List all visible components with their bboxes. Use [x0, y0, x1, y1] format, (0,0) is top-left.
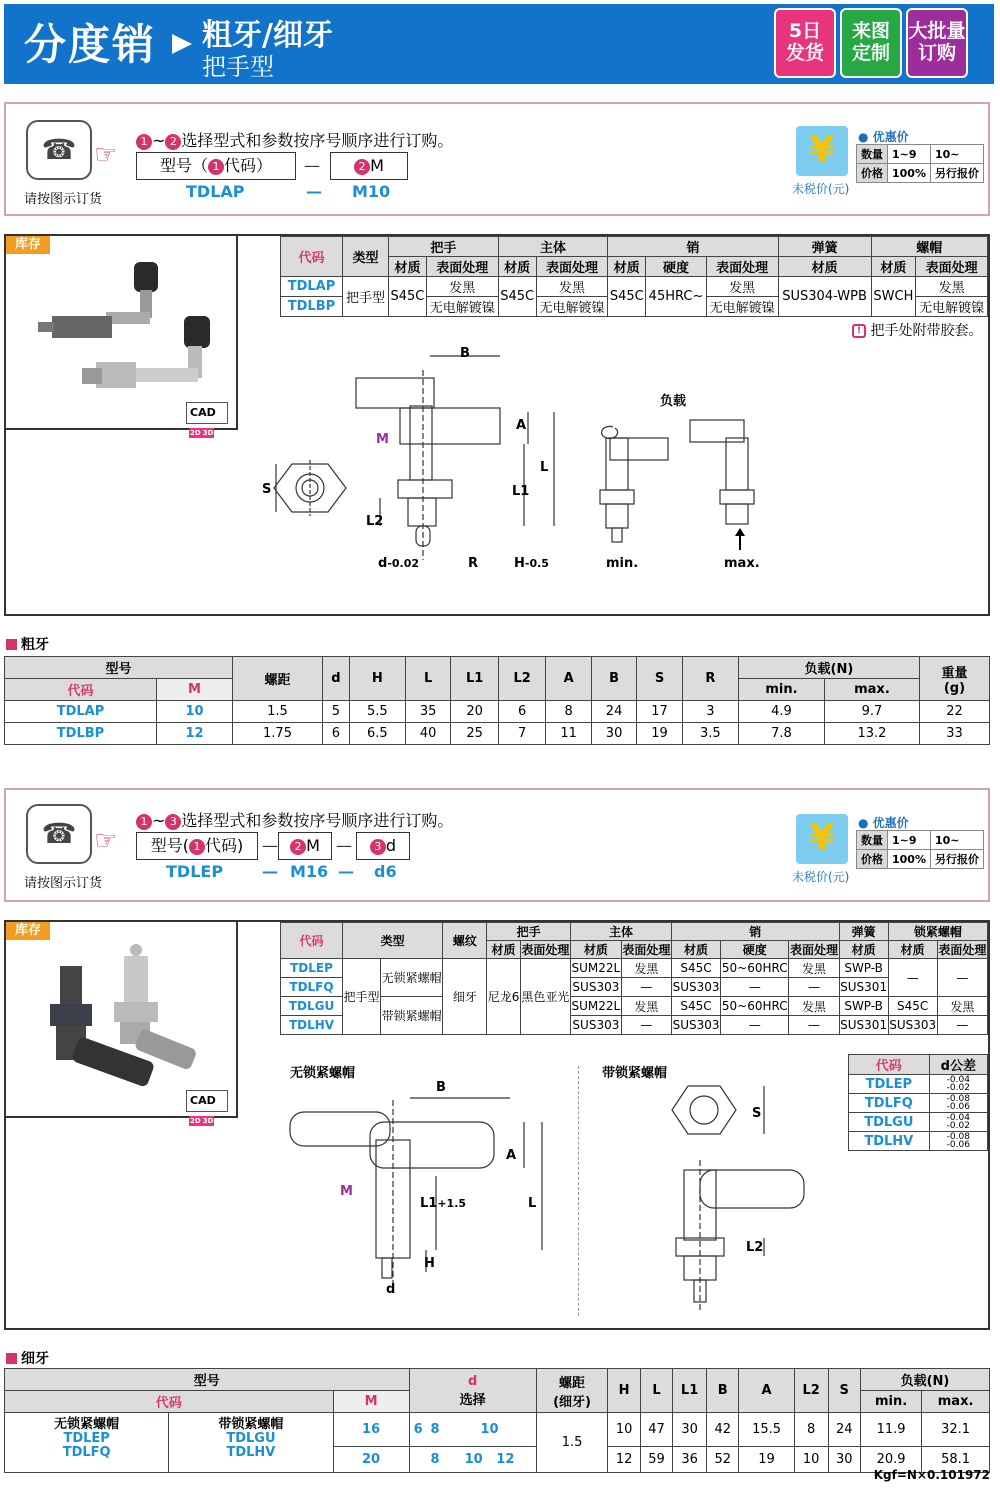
order-example-code: TDLEP: [166, 862, 224, 881]
discount-title: ● 优惠价: [858, 816, 909, 830]
price-label: 未税价(元): [792, 870, 850, 884]
order-field-code: 型号( 1 代码): [136, 832, 258, 860]
dim-label-l1: L1+1.5: [420, 1196, 467, 1211]
product-photo-box: [6, 922, 238, 1125]
pitch-header: 螺距 (细牙): [536, 1369, 608, 1413]
dim-label-m: M: [340, 1184, 353, 1199]
info-icon: !: [852, 324, 866, 338]
order-example-code: TDLAP: [186, 182, 245, 201]
product-photo-box: [6, 236, 238, 437]
pointing-hand-icon: ☞: [94, 140, 118, 170]
order-field-m: 2 M: [330, 152, 408, 180]
dim-label-r: R: [468, 556, 479, 571]
section-coarse-title: 粗牙: [6, 634, 49, 654]
dimension-table-fine: 型号 d 选择 螺距 (细牙) H L L1 B A L2 S 负载(N) 代码 M min. max. 无锁紧螺帽 带锁紧螺帽 16 6 8 10 1.5 10 47 30 42 15.5 8 24 11.9 32.1 TDLEP TDLGU TDLFQ TDLHV 20 8 10 12 12 59 36 52 19 10 30 20.9 58.1: [4, 1368, 990, 1473]
product-photo-coarse: [26, 256, 226, 416]
dim-label-l: L: [540, 460, 549, 475]
dimension-table-coarse: 型号 螺距 d H L L1 L2 A B S R 负载(N) 重量 (g) 代码 M min. max. TDLAP 10 1.5 5 5.5 35 20 6 8 24 17 3 4.9 9.7 22 TDLBP 12 1.75 6 6.5 40 25 7 11 30 19 3.5 7.8 13.2 33: [4, 656, 990, 745]
order-instruction: 1 ~ 3 选择型式和参数按序号顺序进行订购。: [136, 808, 453, 831]
badge-bulk-order: 大批量 订购: [906, 8, 968, 78]
dim-label-l: L: [528, 1196, 537, 1211]
dim-label-l1: L1: [512, 484, 530, 499]
dim-label-s: S: [752, 1106, 762, 1121]
table-row: TDLBP 12 1.75 6 6.5 40 25 7 11 30 19 3.5 7.8 13.2 33: [5, 723, 990, 745]
discount-table: 数量 1~9 10~ 价格 100% 另行报价: [856, 144, 984, 183]
drawing-title-no-locknut: 无锁紧螺帽: [290, 1066, 356, 1081]
dim-label-h: H: [424, 1256, 435, 1271]
dim-label-d: d: [386, 1282, 396, 1297]
badge-custom-drawing: 来图 定制: [840, 8, 902, 78]
page-subtitle-thread: 粗牙/细牙: [202, 18, 333, 53]
load-min-label: min.: [606, 556, 639, 571]
yen-icon: ¥: [796, 126, 848, 176]
d-tolerance-table: 代码 d公差 TDLEP -0.04 -0.02 TDLFQ -0.08 -0.06 TDLGU -0.04 -0.02 TDLHV -0.08 -0.06: [848, 1054, 988, 1151]
badge-5day-shipping: 5日 发货: [774, 8, 836, 78]
stock-label: 库存: [6, 236, 50, 254]
spec-table-fine: 代码 类型 螺纹 把手 主体 销 弹簧 锁紧螺帽 材质 表面处理 材质 表面处理 材质 硬度 表面处理 材质 材质 表面处理 TDLEP 把手型 无锁紧螺帽 细牙 尼龙6 黑色亚光 SUM22L 发黑 S45C 50~60HRC 发黑 SWP-B — — TDLFQ SUS303 — SUS303 — — SUS301 TDLGU 带锁紧螺帽 SUM22L 发黑 S45C 50~60HRC 发黑 SWP-B S45C 发黑 TDLHV SUS303 — SUS303 — — SUS301 SUS303 —: [280, 922, 988, 1035]
dim-label-b: B: [460, 346, 470, 361]
order-example-d: d6: [374, 862, 397, 881]
dim-label-h: H-0.5: [514, 556, 549, 571]
pointing-hand-icon: ☞: [94, 826, 118, 856]
technical-drawing-fine: [280, 1080, 820, 1320]
table-row: TDLAP 10 1.5 5 5.5 35 20 6 8 24 17 3 4.9 9.7 22: [5, 701, 990, 723]
stock-label: 库存: [6, 922, 50, 940]
weight-header: 重量 (g): [919, 657, 989, 701]
product-photo-fine: [36, 936, 216, 1106]
unit-footnote: Kgf=N×0.101972: [873, 1468, 990, 1482]
price-label: 未税价(元): [792, 182, 850, 196]
order-example-m: M16: [290, 862, 329, 881]
dim-label-a: A: [506, 1148, 517, 1163]
yen-icon: ¥: [796, 814, 848, 864]
d-select-header: d 选择: [409, 1369, 536, 1413]
order-dash: —: [304, 156, 320, 175]
order-field-code: 型号（ 1 代码）: [136, 152, 296, 180]
order-guide-label: 请按图示订货: [24, 876, 103, 891]
dim-label-l2: L2: [746, 1240, 764, 1255]
phone-24-icon: ☎: [26, 120, 92, 180]
section-fine-title: 细牙: [6, 1348, 49, 1368]
load-max-label: max.: [724, 556, 760, 571]
order-guide-label: 请按图示订货: [24, 192, 103, 207]
cad-badge[interactable]: CAD 2D 3D: [186, 402, 228, 424]
cad-badge[interactable]: CAD 2D 3D: [186, 1090, 228, 1112]
dim-label-l2: L2: [366, 514, 384, 529]
order-example-m: M10: [352, 182, 391, 201]
dim-label-s: S: [262, 482, 272, 497]
page-title: 分度销: [24, 20, 157, 69]
order-example-dash: —: [338, 862, 354, 881]
handle-note: ! 把手处附带胶套。: [852, 320, 982, 340]
discount-title: ● 优惠价: [858, 130, 909, 144]
order-field-m: 2 M: [278, 832, 332, 860]
d-options-row2: 10 12: [443, 1446, 536, 1472]
dim-label-m: M: [376, 432, 389, 447]
dim-label-d: d-0.02: [378, 556, 420, 571]
dim-label-b: B: [436, 1080, 446, 1095]
order-field-d: 3 d: [356, 832, 410, 860]
discount-table: 数量 1~9 10~ 价格 100% 另行报价: [856, 830, 984, 869]
order-dash: —: [336, 836, 352, 855]
spec-table-coarse: 代码 类型 把手 主体 销 弹簧 螺帽 材质 表面处理 材质 表面处理 材质 硬度 表面处理 材质 材质 表面处理 TDLAP 把手型 S45C 发黑 S45C 发黑 S45C 45HRC~ 发黑 SUS304-WPB SWCH 发黑 TDLBP 无电解镀镍 无电解镀镍 无电解镀镍 无电解镀镍: [280, 236, 988, 317]
order-example-dash: —: [306, 182, 322, 201]
load-label: 负载: [660, 394, 687, 409]
phone-24-icon: ☎: [26, 804, 92, 864]
technical-drawing-coarse: [250, 340, 810, 580]
drawing-title-with-locknut: 带锁紧螺帽: [602, 1066, 668, 1081]
order-example-dash: —: [262, 862, 278, 881]
title-arrow-icon: [172, 34, 192, 54]
dim-label-a: A: [516, 418, 527, 433]
order-dash: —: [262, 836, 278, 855]
page-subtitle-type: 把手型: [202, 53, 274, 81]
order-instruction: 1 ~ 2 选择型式和参数按序号顺序进行订购。: [136, 128, 453, 151]
